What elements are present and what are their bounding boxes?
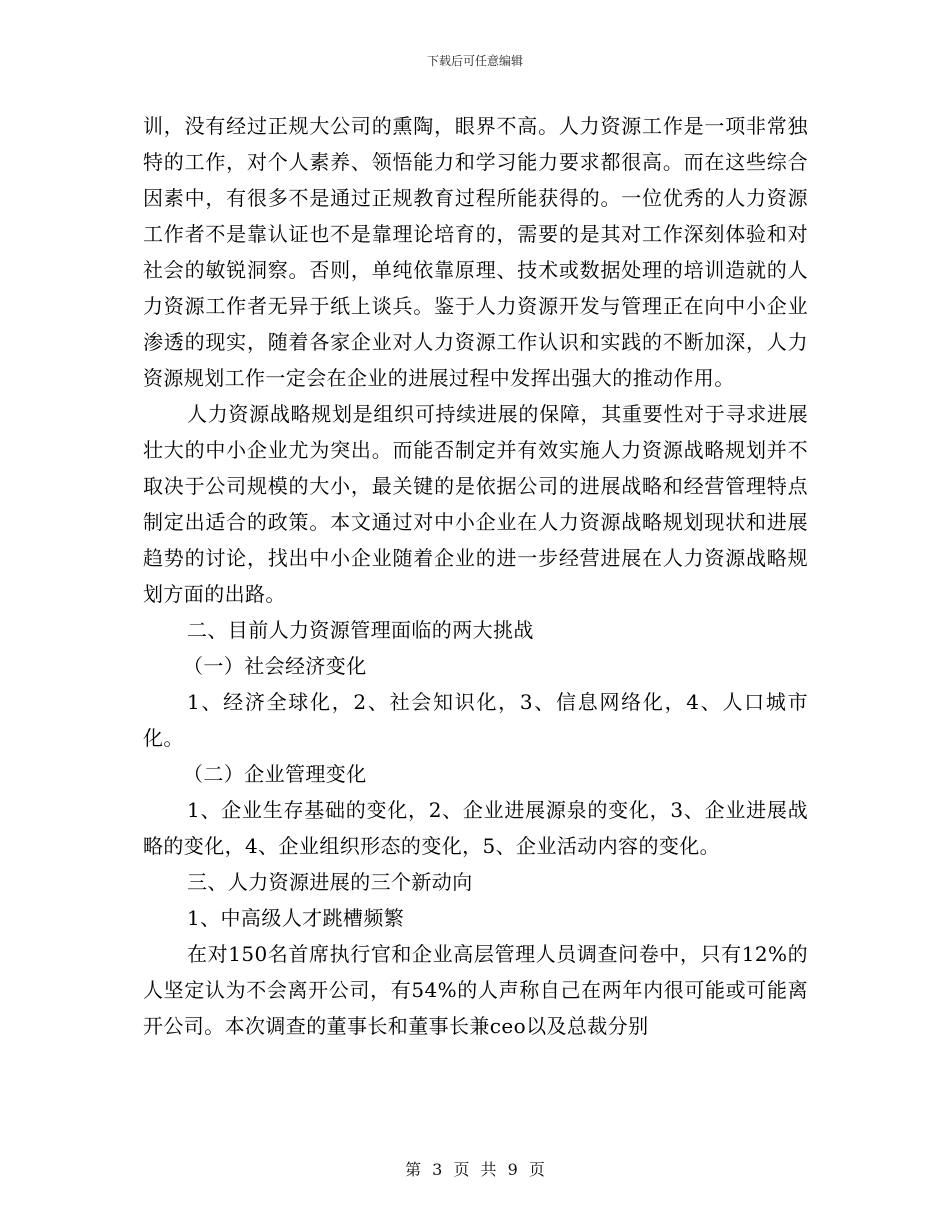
- document-body: [143, 108, 808, 1044]
- subsection-heading-talent: 1、中高级人才跳槽频繁: [187, 906, 405, 930]
- paragraph-survey: 在对150名首席执行官和企业高层管理人员调查问卷中，只有12%的人坚定认为不会离开公司，有54%的人声称自己在两年内很可能或可能离开公司。本次调查的董事长和董事长兼ceo以及总裁分别: [143, 942, 808, 1038]
- section-heading-trends: 三、人力资源进展的三个新动向: [187, 870, 473, 894]
- page-footer: 第 3 页 共 9 页: [405, 1160, 545, 1179]
- paragraph-strategy-importance: 人力资源战略规划是组织可持续进展的保障，其重要性对于寻求进展壮大的中小企业尤为突出。而能否制定并有效实施人力资源战略规划并不取决于公司规模的大小，最关键的是依据公司的进展战略和经营管理特点制定出适合的政策。本文通过对中小企业在人力资源战略规划现状和进展趋势的讨论，找出中小企业随着企业的进一步经营进展在人力资源战略规划方面的出路。: [143, 402, 808, 606]
- page-header: 下载后可任意编辑: [426, 54, 523, 68]
- paragraph-economic-list: 1、经济全球化，2、社会知识化，3、信息网络化，4、人口城市化。: [143, 690, 808, 750]
- subsection-heading-economic: （一）社会经济变化: [183, 654, 367, 678]
- paragraph-continuation: 训，没有经过正规大公司的熏陶，眼界不高。人力资源工作是一项非常独特的工作，对个人素养、领悟能力和学习能力要求都很高。而在这些综合因素中，有很多不是通过正规教育过程所能获得的。一位优秀的人力资源工作者不是靠认证也不是靠理论培育的，需要的是其对工作深刻体验和对社会的敏锐洞察。否则，单纯依靠原理、技术或数据处理的培训造就的人力资源工作者无异于纸上谈兵。鉴于人力资源开发与管理正在向中小企业渗透的现实，随着各家企业对人力资源工作认识和实践的不断加深，人力资源规划工作一定会在企业的进展过程中发挥出强大的推动作用。: [143, 114, 808, 390]
- section-heading-challenges: 二、目前人力资源管理面临的两大挑战: [187, 618, 534, 642]
- paragraph-management-list: 1、企业生存基础的变化，2、企业进展源泉的变化，3、企业进展战略的变化，4、企业组织形态的变化，5、企业活动内容的变化。: [143, 798, 808, 858]
- subsection-heading-management: （二）企业管理变化: [183, 762, 367, 786]
